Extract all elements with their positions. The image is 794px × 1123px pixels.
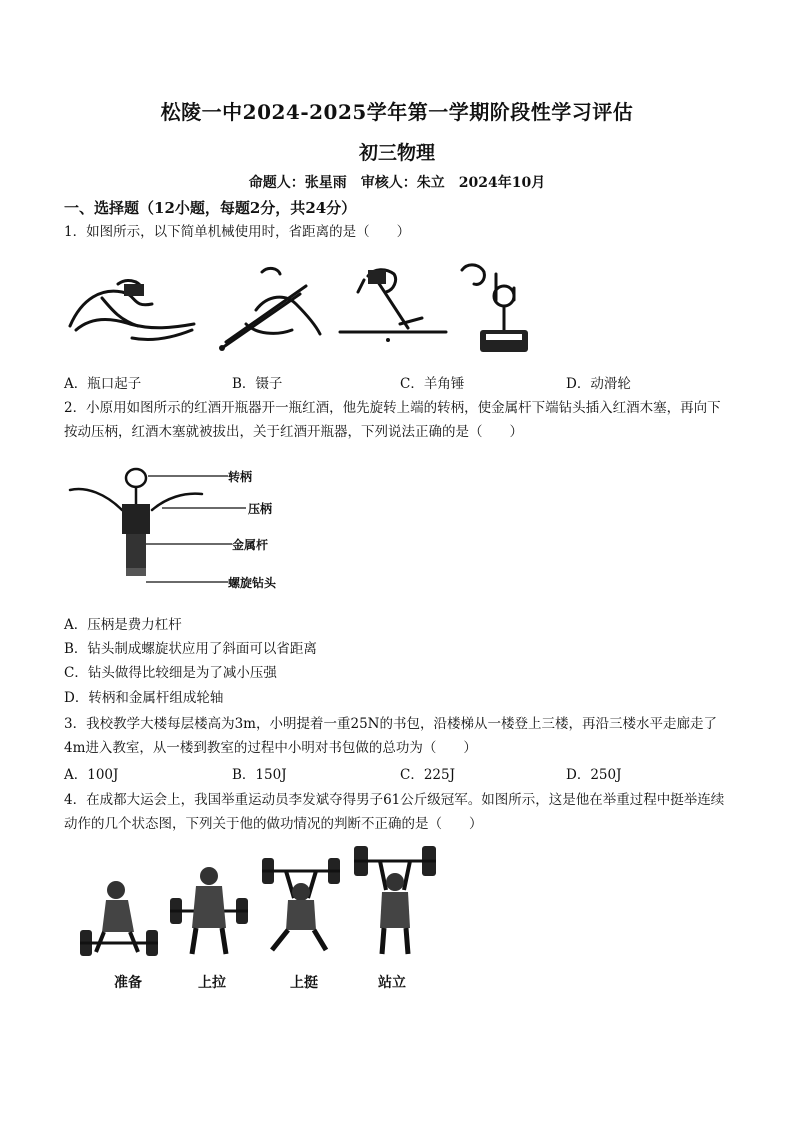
q2-option-a: A．压柄是费力杠杆 <box>64 617 182 633</box>
tweezers-figure <box>216 264 326 356</box>
bottle-opener-figure <box>62 268 202 354</box>
q3-option-d: D．250J <box>566 767 622 783</box>
q2-option-b: B．钻头制成螺旋状应用了斜面可以省距离 <box>64 641 317 657</box>
question-2-stem: 2．小原用如图所示的红酒开瓶器开一瓶红酒，他先旋转上端的转柄，使金属杆下端钻头插入红酒木塞，再向下按动压柄，红酒木塞就被拔出，关于红酒开瓶器，下列说法正确的是（ ） <box>64 400 721 440</box>
exam-meta: 命题人：张星雨 审核人：朱立 2024年10月 <box>248 175 546 191</box>
question-1-stem: 1．如图所示，以下简单机械使用时，省距离的是（ ） <box>64 224 411 240</box>
movable-pulley-figure <box>456 260 536 358</box>
lifter-label-stand: 站立 <box>378 975 406 991</box>
q3-option-c: C．225J <box>400 767 456 783</box>
weightlifter-figure <box>76 842 446 966</box>
claw-hammer-figure <box>338 262 450 358</box>
opener-label-turn-handle: 转柄 <box>228 470 253 484</box>
lifter-label-jerk: 上挺 <box>290 975 318 991</box>
q1-option-c: C．羊角锤 <box>400 376 465 392</box>
question-3-stem: 3．我校教学大楼每层楼高为3m，小明提着一重25N的书包，沿楼梯从一楼登上三楼，再沿三楼水平走廊走了4m进入教室，从一楼到教室的过程中小明对书包做的总功为（ ） <box>64 716 717 756</box>
opener-label-spiral-drill: 螺旋钻头 <box>228 576 277 590</box>
q3-option-a: A．100J <box>64 767 119 783</box>
question-4-stem: 4．在成都大运会上，我国举重运动员李发斌夺得男子61公斤级冠军。如图所示，这是他在举重过程中挺举连续动作的几个状态图，下列关于他的做功情况的判断不正确的是（ ） <box>64 792 725 832</box>
q1-option-a: A．瓶口起子 <box>64 376 142 392</box>
q2-option-c: C．钻头做得比较细是为了减小压强 <box>64 665 277 681</box>
q3-option-b: B．150J <box>232 767 287 783</box>
lifter-label-ready: 准备 <box>114 975 142 991</box>
q1-option-b: B．镊子 <box>232 376 283 392</box>
q2-option-d: D．转柄和金属杆组成轮轴 <box>64 690 224 706</box>
exam-subject: 初三物理 <box>358 142 435 164</box>
opener-label-press-handle: 压柄 <box>248 502 273 516</box>
q1-option-d: D．动滑轮 <box>566 376 631 392</box>
exam-title: 松陵一中2024-2025学年第一学期阶段性学习评估 <box>160 100 634 124</box>
opener-label-metal-rod: 金属杆 <box>232 538 269 552</box>
section-heading: 一、选择题（12小题，每题2分，共24分） <box>64 199 357 217</box>
lifter-label-pull: 上拉 <box>198 975 226 991</box>
